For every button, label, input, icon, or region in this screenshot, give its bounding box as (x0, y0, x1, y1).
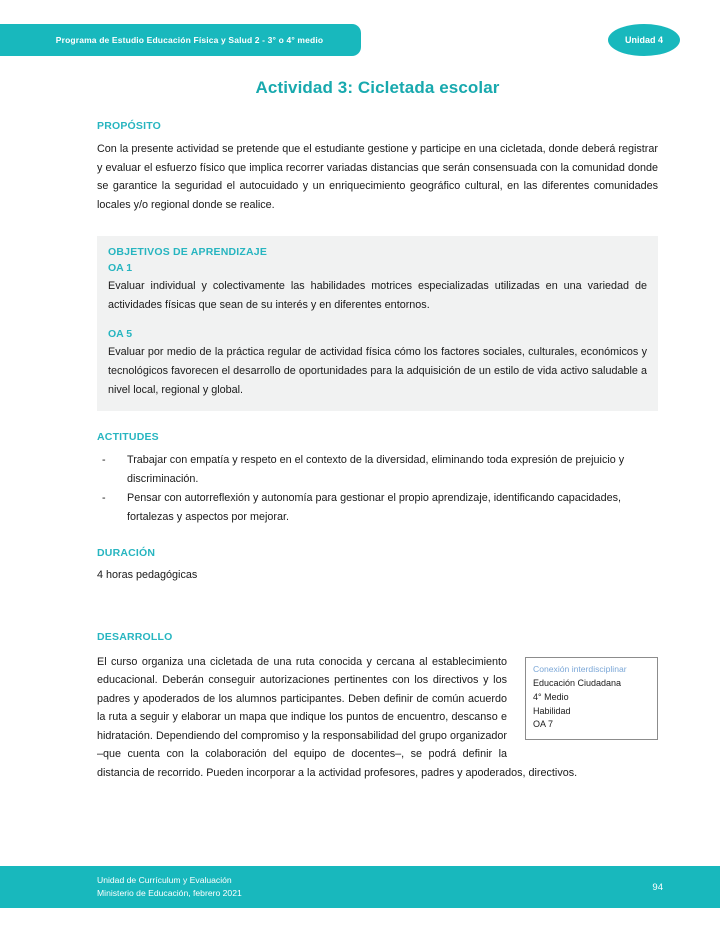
document-content (97, 78, 658, 783)
conexion-box-line: Habilidad (533, 705, 571, 716)
footer-credits (97, 874, 242, 900)
proposito-heading: PROPÓSITO (97, 120, 162, 132)
conexion-box-line: 4° Medio (533, 692, 569, 703)
page-number: 94 (652, 881, 663, 893)
desarrollo-text: El curso organiza una cicletada de una ruta conocida y cercana al establecimiento educacional. Deberán conseguir autorizaciones pertinentes con los directivos y los padres y apoderados de los alumnos participantes. Deben definir de común acuerdo la ruta a seguir y elaborar un mapa que indique los puntos de encuentro, descanso e hidratación. Dependiendo del compromiso y la responsabilidad del grupo organizador –que cuenta con la colaboración del equipo de docentes–, se podrá definir la distancia de recorrido. Pueden incorporar a la actividad profesores, padres y apoderados, directivos. (97, 655, 578, 779)
list-item-text: Trabajar con empatía y respeto en el contexto de la diversidad, eliminando toda expresión de prejuicio y discriminación. (127, 454, 625, 485)
objetivo-text: Evaluar individual y colectivamente las habilidades motrices especializadas utilizadas en una variedad de actividades físicas que sean de su interés y en diferentes entornos. (108, 280, 647, 311)
unit-badge (608, 24, 680, 56)
conexion-box-title: Conexión interdisciplinar (533, 663, 627, 674)
objetivo-text: Evaluar por medio de la práctica regular de actividad física cómo los factores sociales, culturales, económicos y tecnológicos favorecen el desarrollo de oportunidades para la adquisición de un estilo de vida activo saludable a nivel local, regional y global. (108, 346, 647, 396)
actitudes-heading: ACTITUDES (97, 431, 159, 444)
desarrollo-section (97, 631, 658, 783)
objetivo-code: OA 5 (108, 328, 133, 341)
objetivo-item (108, 262, 647, 314)
objetivo-code: OA 1 (108, 262, 133, 275)
conexion-interdisciplinar-box (525, 657, 658, 741)
duracion-value: 4 horas pedagógicas (97, 569, 198, 582)
footer-bar (0, 866, 720, 908)
page-title: Actividad 3: Cicletada escolar (255, 78, 500, 97)
objetivos-box (97, 236, 658, 411)
list-item (97, 451, 658, 488)
list-item (97, 489, 658, 526)
list-item-text: Pensar con autorreflexión y autonomía para gestionar el propio aprendizaje, identificando capacidades, fortalezas y aspectos por mejorar. (127, 492, 621, 523)
proposito-section (97, 120, 658, 214)
actitudes-section (97, 431, 658, 526)
header-program-bar (0, 24, 361, 56)
conexion-box-line: OA 7 (533, 719, 554, 730)
duracion-section (97, 547, 658, 584)
bullet-dash: - (102, 492, 106, 505)
desarrollo-body (97, 653, 658, 783)
actitudes-list (97, 451, 658, 526)
desarrollo-heading: DESARROLLO (97, 630, 173, 643)
objetivos-heading: OBJETIVOS DE APRENDIZAJE (108, 246, 268, 259)
footer-line-2: Ministerio de Educación, febrero 2021 (97, 888, 242, 898)
footer-line-1: Unidad de Currículum y Evaluación (97, 875, 232, 886)
objetivo-item (108, 328, 647, 399)
proposito-text: Con la presente actividad se pretende que el estudiante gestione y participe en una cicletada, donde deberá registrar y evaluar el esfuerzo físico que implica recorrer variadas distancias que serán consensuada con la comunidad donde se garantice la seguridad el autocuidado y un enriquecimiento geográfico cultural, en las diferentes comunidades locales y/o regional donde se realice. (97, 143, 658, 211)
unit-badge-label: Unidad 4 (624, 35, 663, 45)
conexion-box-line: Educación Ciudadana (533, 678, 622, 689)
header-program-label: Programa de Estudio Educación Física y Salud 2 - 3° o 4° medio (55, 35, 324, 45)
bullet-dash: - (102, 454, 106, 467)
duracion-heading: DURACIÓN (97, 547, 156, 560)
